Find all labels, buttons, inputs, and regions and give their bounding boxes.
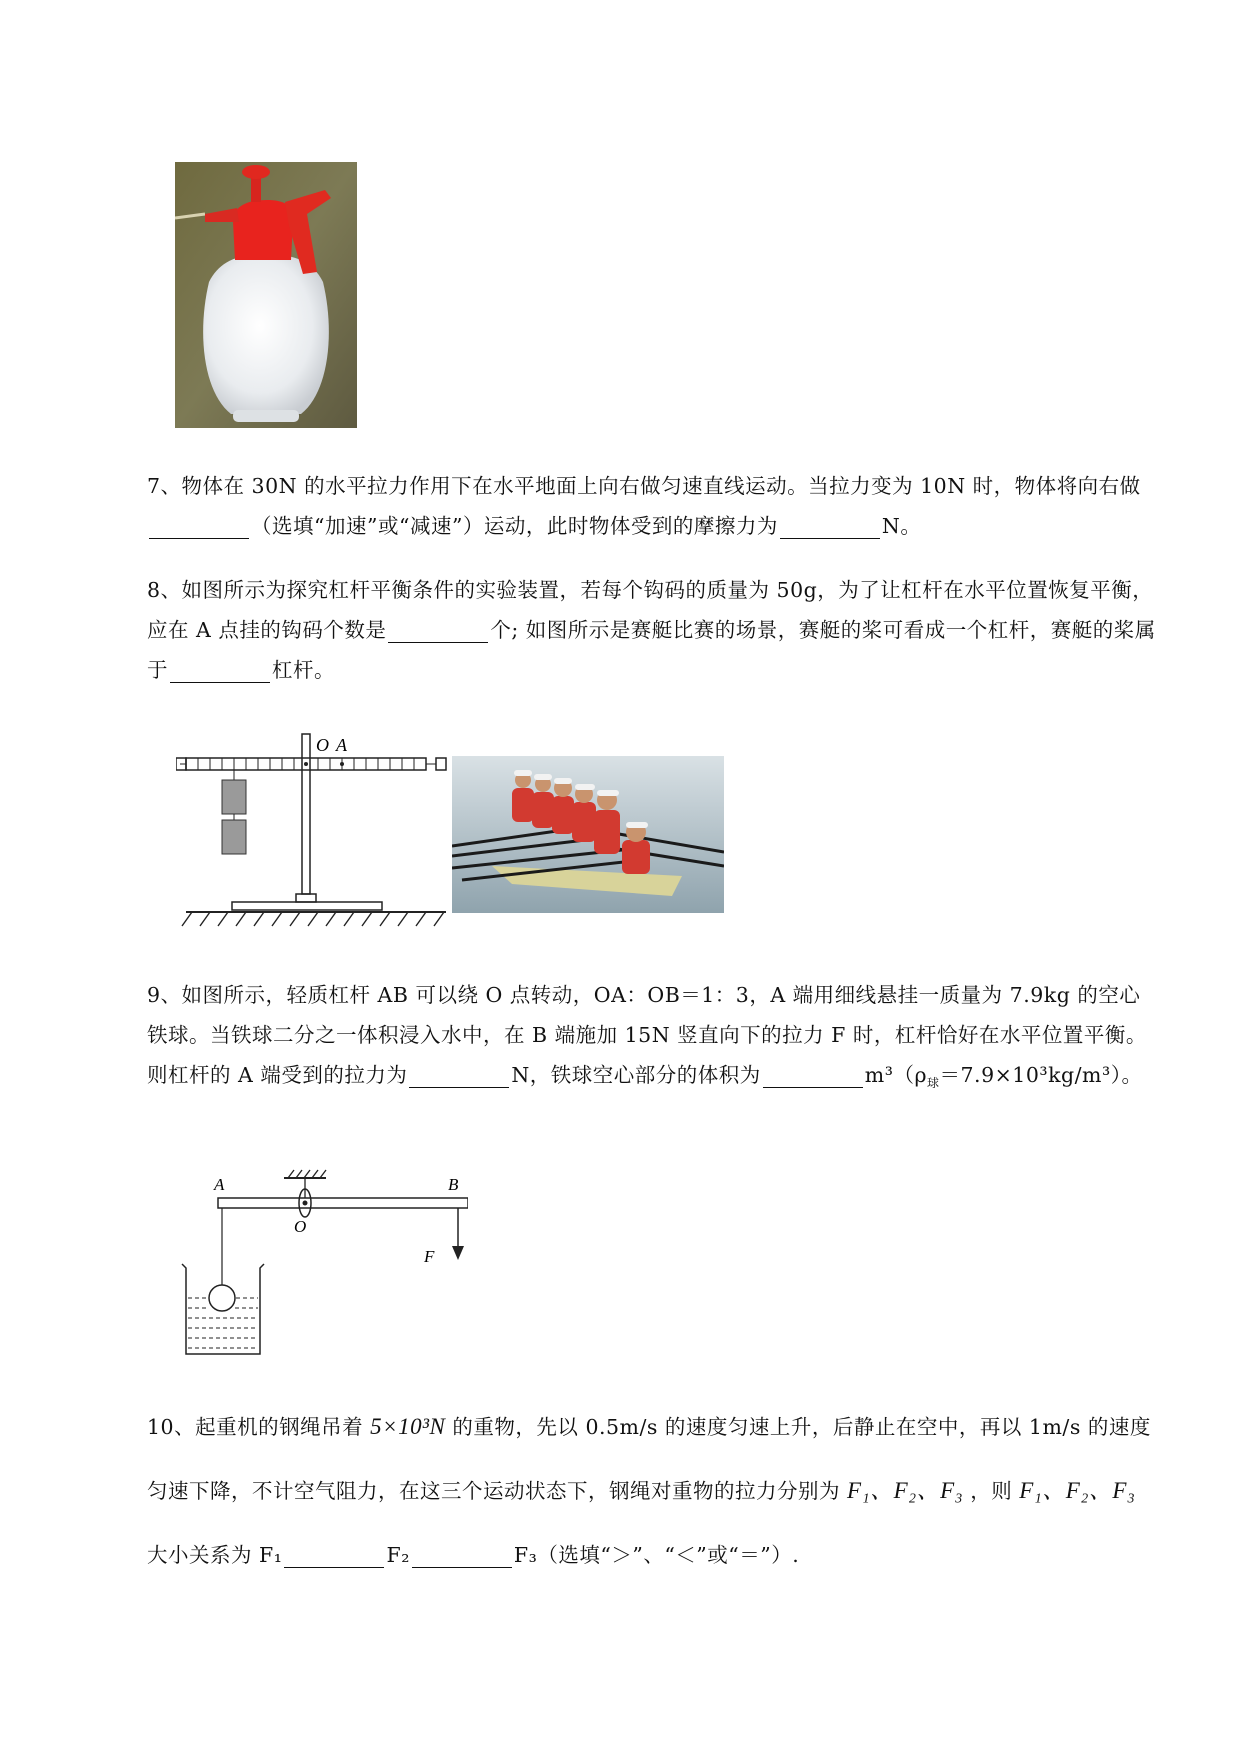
q9-label-o: O: [294, 1217, 307, 1236]
q9-text-2: N，铁球空心部分的体积为: [511, 1063, 761, 1087]
rowing-boat-photo: [452, 756, 724, 913]
q10-text-5: F₂: [386, 1543, 410, 1567]
lever-iron-ball-diagram: [178, 1168, 468, 1358]
q7-blank-1[interactable]: [149, 512, 249, 539]
q10-text-1: 10、起重机的钢绳吊着: [147, 1415, 364, 1439]
lever-experiment-diagram: [176, 728, 456, 928]
q10-text-2: 的重物，先以 0.5m/s 的速度匀速上升，后静止在空中，再以 1m/s 的速度匀速下降，不计空气阻力，在这三个运动状态下，钢绳对重物的拉力分别为: [147, 1415, 1151, 1503]
q7-blank-2[interactable]: [780, 512, 880, 539]
q10-load-math: 5×10³N: [370, 1414, 446, 1439]
question-9: [147, 975, 1157, 1103]
q9-text-4: ＝7.9×10³kg/m³）。: [939, 1063, 1143, 1087]
q7-text-1: 7、物体在 30N 的水平拉力作用下在水平地面上向右做匀速直线运动。当拉力变为 10N 时，物体将向右做: [147, 474, 1141, 498]
q10-forces-math-2: F₁、F₂、F₃: [1019, 1478, 1136, 1503]
question-8: [147, 570, 1157, 690]
q9-subscript-ball: 球: [927, 1076, 940, 1091]
q8-text-1: 8、如图所示为探究杠杆平衡条件的实验装置，若每个钩码的质量为 50g，为了让杠杆在水平位置恢复平衡，应在 A 点挂的钩码个数是: [147, 578, 1154, 642]
lever-label-o: O: [316, 735, 329, 755]
q9-blank-1[interactable]: [409, 1061, 509, 1088]
q8-text-3: 杠杆。: [272, 658, 335, 682]
q7-text-3: N。: [881, 514, 922, 538]
q10-forces-math-1: F₁、F₂、F₃: [847, 1478, 964, 1503]
q10-text-4: 大小关系为 F₁: [147, 1543, 283, 1567]
q10-text-6: F₃（选填“＞”、“＜”或“＝”）.: [513, 1543, 800, 1567]
q8-text-2: 个; 如图所示是赛艇比赛的场景，赛艇的桨可看成一个杠杆，赛艇的桨属于: [147, 618, 1156, 682]
q9-label-a: A: [214, 1175, 225, 1194]
q10-blank-2[interactable]: [412, 1541, 512, 1568]
q8-blank-2[interactable]: [170, 656, 270, 683]
q10-blank-1[interactable]: [284, 1541, 384, 1568]
question-7: [147, 466, 1157, 546]
spray-bottle-photo: [175, 162, 357, 428]
lever-label-a: A: [336, 735, 347, 755]
q8-blank-1[interactable]: [388, 616, 488, 643]
q9-label-f: F: [424, 1247, 435, 1266]
q9-text-1: 9、如图所示，轻质杠杆 AB 可以绕 O 点转动，OA：OB＝1：3，A 端用细线悬挂一质量为 7.9kg 的空心铁球。当铁球二分之一体积浸入水中，在 B 端施加 15N 竖直向下的拉力 F 时，杠杆恰好在水平位置平衡。则杠杆的 A 端受到的拉力为: [147, 983, 1147, 1087]
q9-text-3: m³（ρ: [864, 1063, 927, 1087]
question-10: [147, 1395, 1157, 1587]
q10-text-3: ，则: [970, 1479, 1013, 1503]
q9-blank-2[interactable]: [763, 1061, 863, 1088]
q7-text-2: （选填“加速”或“减速”）运动，此时物体受到的摩擦力为: [251, 514, 778, 538]
q9-label-b: B: [448, 1175, 459, 1194]
